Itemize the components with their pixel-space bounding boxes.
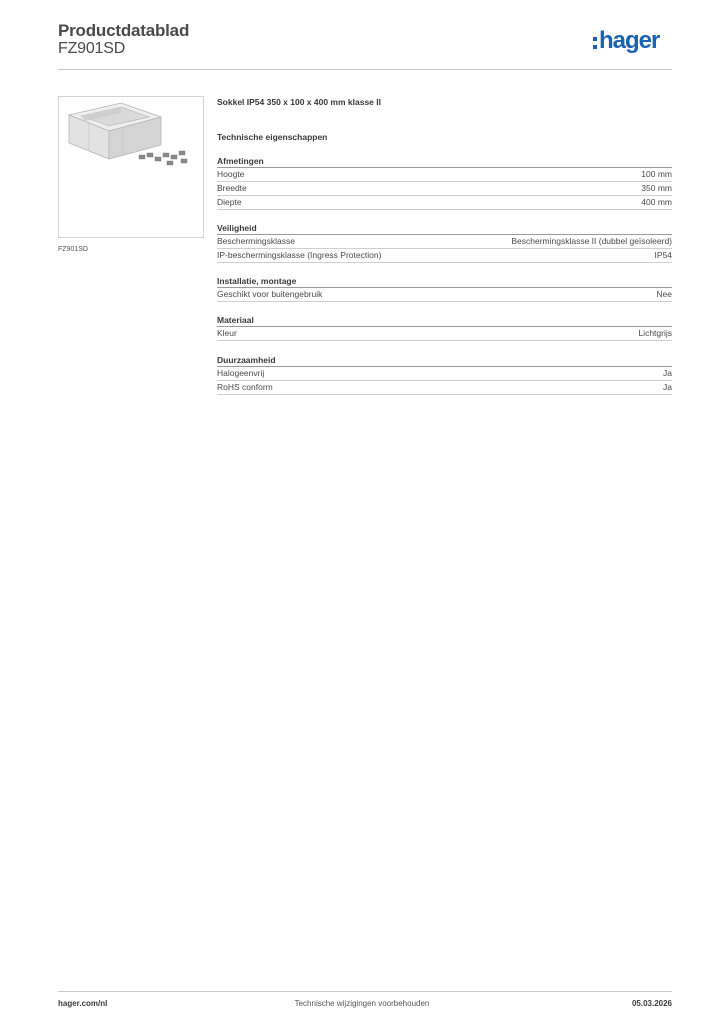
spec-row — [217, 196, 672, 210]
spec-group-materiaal — [217, 314, 672, 341]
spec-label: Kleur — [217, 328, 237, 338]
spec-label: RoHS conform — [217, 382, 273, 392]
spec-row — [217, 182, 672, 196]
spec-value: Nee — [656, 289, 672, 299]
page-title: Productdatablad — [58, 21, 190, 40]
spec-row — [217, 327, 672, 341]
spec-value: 350 mm — [641, 183, 672, 193]
spec-label: Breedte — [217, 183, 247, 193]
spec-row — [217, 249, 672, 263]
spec-value: Beschermingsklasse II (dubbel geïsoleerd) — [511, 236, 672, 246]
spec-label: Geschikt voor buitengebruik — [217, 289, 323, 299]
spec-label: Diepte — [217, 197, 242, 207]
header-divider — [58, 69, 672, 70]
spec-group-title: Duurzaamheid — [217, 354, 672, 367]
spec-group-afmetingen — [217, 155, 672, 210]
spec-row — [217, 367, 672, 381]
spec-label: Beschermingsklasse — [217, 236, 295, 246]
logo-dots-icon — [593, 37, 597, 49]
footer-date: 05.03.2026 — [631, 999, 672, 1008]
spec-value: Lichtgrijs — [638, 328, 672, 338]
spec-group-installatie — [217, 275, 672, 302]
image-caption: FZ901SD — [58, 246, 88, 253]
footer-website-link[interactable]: hager.com/nl — [58, 999, 108, 1008]
spec-label: Halogeenvrij — [217, 368, 265, 378]
product-name: Sokkel IP54 350 x 100 x 400 mm klasse II — [217, 97, 381, 107]
logo-text: hager — [599, 27, 660, 54]
spec-row — [217, 381, 672, 395]
section-title: Technische eigenschappen — [217, 132, 328, 142]
spec-value: IP54 — [654, 250, 672, 260]
plinth-illustration — [59, 97, 203, 237]
spec-value: Ja — [663, 368, 672, 378]
spec-label: IP-beschermingsklasse (Ingress Protection) — [217, 250, 382, 260]
spec-group-title: Materiaal — [217, 314, 672, 327]
spec-row — [217, 235, 672, 249]
spec-group-title: Installatie, montage — [217, 275, 672, 288]
footer-divider — [58, 991, 672, 992]
spec-group-title: Afmetingen — [217, 155, 672, 168]
spec-group-title: Veiligheid — [217, 222, 672, 235]
footer-disclaimer: Technische wijzigingen voorbehouden — [294, 999, 430, 1008]
spec-value: 400 mm — [641, 197, 672, 207]
product-image — [58, 96, 204, 238]
product-code: FZ901SD — [58, 40, 126, 57]
spec-group-duurzaamheid — [217, 354, 672, 395]
spec-row — [217, 168, 672, 182]
spec-value: Ja — [663, 382, 672, 392]
spec-row — [217, 288, 672, 302]
spec-value: 100 mm — [641, 169, 672, 179]
spec-group-veiligheid — [217, 222, 672, 263]
hager-logo[interactable] — [593, 28, 659, 54]
spec-label: Hoogte — [217, 169, 245, 179]
